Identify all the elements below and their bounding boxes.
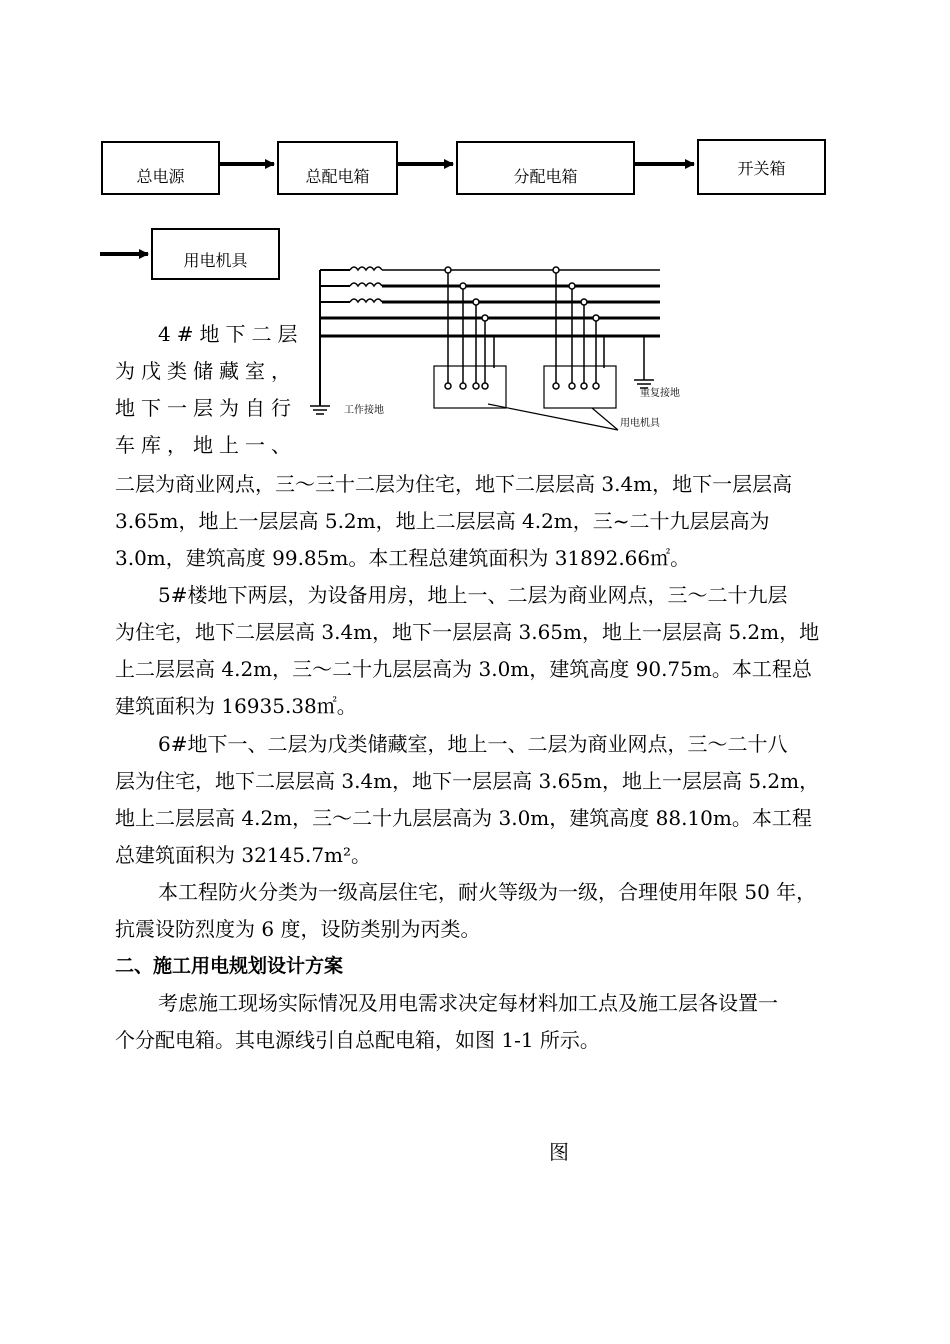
building4-line-2: 3.65m，地上一层层高 5.2m，地上二层层高 4.2m，三~二十九层层高为: [115, 509, 770, 533]
total-power-label: 总电源: [136, 166, 185, 186]
working-ground-label: 工作接地: [344, 405, 384, 416]
sub-distribution-box: [456, 141, 635, 195]
sub-distribution-label: 分配电箱: [513, 166, 578, 186]
figure-caption: 图: [549, 1140, 569, 1164]
switch-box-label: 开关箱: [737, 158, 786, 178]
repeated-ground-symbol: [634, 336, 654, 388]
wiring-diagram: [308, 258, 680, 438]
building4-line-3: 3.0m，建筑高度 99.85m。本工程总建筑面积为 31892.66㎡。: [115, 546, 691, 570]
building6-line-2: 层为住宅，地下二层层高 3.4m，地下一层层高 3.65m，地上一层层高 5.2m，: [115, 769, 820, 793]
building4-line-1: 二层为商业网点，三～三十二层为住宅，地下二层层高 3.4m，地下一层层高: [115, 472, 793, 496]
working-ground-symbol: [310, 406, 330, 414]
plan-line-1: 考虑施工现场实际情况及用电需求决定每材料加工点及施工层各设置一: [158, 991, 778, 1015]
building4-side-line-1: 4#地下二层: [158, 322, 304, 346]
building5-line-3: 上二层层高 4.2m，三～二十九层层高为 3.0m，建筑高度 90.75m。本工程总: [115, 657, 812, 681]
building5-line-2: 为住宅，地下二层层高 3.4m，地下一层层高 3.65m，地上一层层高 5.2m，地: [115, 620, 820, 644]
building4-side-line-2: 为戊类储藏室，: [115, 359, 297, 383]
building6-line-3: 地上二层层高 4.2m，三～二十九层层高为 3.0m，建筑高度 88.10m。本工程: [115, 806, 812, 830]
electrical-equipment-box: [151, 228, 280, 280]
building6-line-1: 6#地下一、二层为戊类储藏室，地上一、二层为商业网点，三～二十八: [158, 732, 788, 756]
main-distribution-box: [277, 141, 398, 195]
building6-line-4: 总建筑面积为 32145.7m²。: [115, 843, 372, 867]
switch-box: [697, 139, 826, 195]
fire-line-2: 抗震设防烈度为 6 度，设防类别为丙类。: [115, 917, 481, 941]
building4-side-line-4: 车库，地上一、: [115, 433, 297, 457]
repeated-ground-label: 重复接地: [640, 388, 680, 399]
total-power-box: [101, 141, 220, 195]
fire-line-1: 本工程防火分类为一级高层住宅，耐火等级为一级，合理使用年限 50 年，: [158, 880, 817, 904]
equipment-label: 用电机具: [620, 418, 660, 429]
section-heading: 二、施工用电规划设计方案: [115, 955, 344, 977]
building4-side-line-3: 地下一层为自行: [115, 396, 297, 420]
plan-line-2: 个分配电箱。其电源线引自总配电箱，如图 1-1 所示。: [115, 1028, 600, 1052]
transformer-coils: [350, 267, 382, 302]
electrical-equipment-label: 用电机具: [183, 250, 248, 270]
building5-line-4: 建筑面积为 16935.38㎡。: [115, 694, 357, 718]
building5-line-1: 5#楼地下两层，为设备用房，地上一、二层为商业网点，三～二十九层: [158, 583, 788, 607]
bus-lines: [320, 270, 660, 406]
main-distribution-label: 总配电箱: [305, 166, 370, 186]
